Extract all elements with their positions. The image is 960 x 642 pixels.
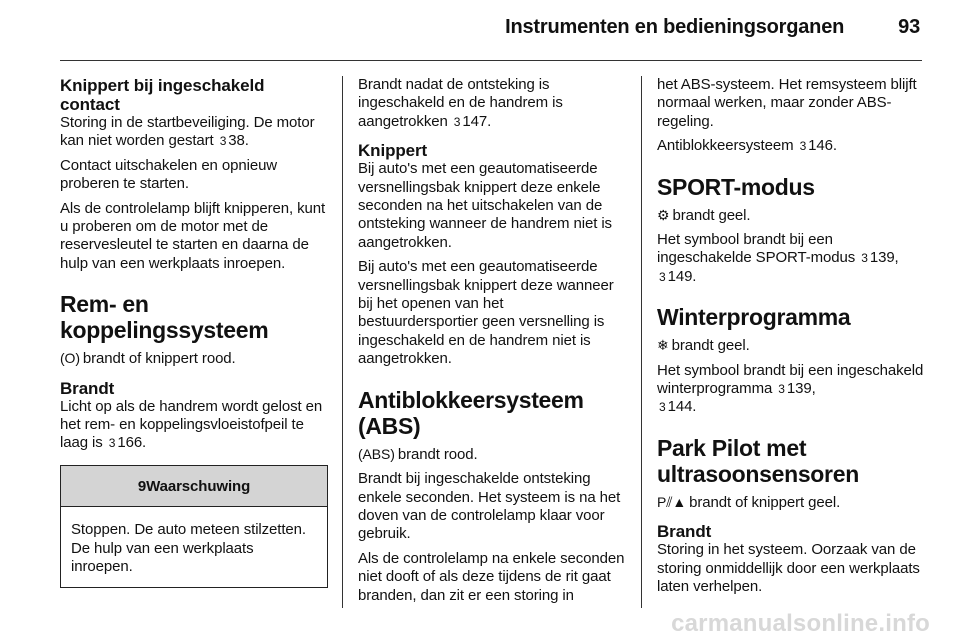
column-2 [358, 76, 626, 611]
page-ref[interactable]: 139, [786, 380, 816, 398]
page-ref-arrow-icon: 3 [453, 114, 461, 129]
page-number: 93 [898, 16, 920, 38]
section-heading: Knippert [358, 141, 428, 161]
paragraph: Antiblokkeersysteem 3 146. [657, 137, 837, 155]
paragraph: Als de controlelamp na enkele seconden niet dooft of als deze tijdens de rit gaat branden, dan zit er een storing in [358, 549, 625, 604]
section-heading: Brandt [657, 522, 712, 542]
sport-mode-icon: ⚙ [657, 206, 670, 223]
paragraph: Brandt bij ingeschakelde ontsteking enkele seconden. Het systeem is na het doven van de controlelamp klaar voor gebruik. [358, 470, 621, 543]
paragraph: Contact uitschakelen en opnieuw proberen te starten. [60, 156, 278, 193]
section-heading-large: Antiblokkeersysteem (ABS) [358, 386, 584, 439]
section-heading-large: Rem- en koppelingssysteem [60, 291, 269, 344]
page-ref[interactable]: 146. [808, 137, 837, 155]
paragraph: P⫽▲ brandt of knippert geel. [657, 493, 841, 511]
paragraph: Licht op als de handrem wordt gelost en het rem- en koppelingsvloeistofpeil te laag is 3 166. [60, 397, 323, 452]
abs-icon: (ABS) [358, 445, 395, 462]
section-heading: Brandt [60, 378, 115, 398]
section-heading: Knippert bij ingeschakeld contact [60, 76, 265, 114]
page-ref-arrow-icon: 3 [778, 382, 785, 397]
page-ref-arrow-icon: 3 [659, 400, 666, 415]
paragraph: het ABS-systeem. Het remsysteem blijft normaal werken, maar zonder ABS-regeling. [657, 76, 917, 130]
page-ref[interactable]: 144. [667, 398, 697, 416]
page-ref-arrow-icon: 3 [799, 139, 807, 154]
warning-text: Stoppen. De auto meteen stilzetten. De hulp van een werkplaats inroepen. [71, 521, 306, 576]
page-ref-arrow-icon: 3 [861, 251, 868, 266]
page-ref[interactable]: 149. [667, 267, 697, 285]
paragraph: Bij auto's met een geautomatiseerde versnellingsbak knippert deze enkele seconden na het uitschakelen van de ontsteking wanneer de handrem niet is aangetrokken. [358, 160, 612, 251]
page-ref[interactable]: 166. [117, 434, 147, 452]
page-ref-arrow-icon: 3 [659, 269, 666, 284]
page-ref[interactable]: 38. [228, 132, 249, 150]
paragraph: Bij auto's met een geautomatiseerde versnellingsbak knippert deze wanneer bij het openen van het bestuurdersportier geen versnelling is ingeschakeld en de handrem niet is aangetrokken. [358, 258, 614, 368]
page-ref-arrow-icon: 3 [108, 436, 116, 451]
paragraph: Brandt nadat de ontsteking is ingeschakeld en de handrem is aangetrokken 3 147. [358, 76, 563, 130]
page-ref-arrow-icon: 3 [219, 134, 227, 149]
paragraph: Storing in het systeem. Oorzaak van de storing onmiddellijk door een werkplaats laten verhelpen. [657, 541, 920, 596]
warning-triangle-icon: 9 [137, 477, 147, 495]
column-1 [60, 76, 328, 588]
snowflake-icon: ❄ [657, 337, 669, 354]
section-heading-large: SPORT-modus [657, 173, 815, 200]
paragraph: (O) brandt of knippert rood. [60, 350, 236, 368]
column-divider-2 [641, 76, 642, 608]
paragraph: Storing in de startbeveiliging. De motor kan niet worden gestart 3 38. [60, 114, 315, 150]
watermark: carmanualsonline.info [671, 610, 930, 637]
paragraph: Als de controlelamp blijft knipperen, kunt u proberen om de motor met de reservesleutel te starten en daarna de hulp van een werkplaats inroepen. [60, 199, 326, 272]
page-ref[interactable]: 147. [462, 112, 492, 130]
paragraph: Het symbool brandt bij een ingeschakelde SPORT-modus 3 139, 3 149. [657, 231, 899, 285]
park-pilot-icon: P⫽▲ [657, 493, 687, 510]
paragraph: Het symbool brandt bij een ingeschakeld winterprogramma 3 139, 3 144. [657, 361, 924, 416]
paragraph: ⚙ brandt geel. [657, 206, 751, 224]
page-ref[interactable]: 139, [869, 249, 899, 267]
section-heading-large: Winterprogramma [657, 304, 851, 331]
brake-warning-icon: (O) [60, 350, 80, 367]
page-header [60, 16, 920, 50]
paragraph: (ABS) brandt rood. [358, 445, 478, 463]
paragraph: ❄ brandt geel. [657, 337, 750, 355]
warning-box [60, 465, 328, 588]
column-3 [657, 76, 925, 603]
warning-header: 9Waarschuwing [61, 466, 327, 507]
section-heading-large: Park Pilot met ultrasoonsensoren [657, 434, 859, 487]
page-title: Instrumenten en bedieningsorganen [505, 16, 845, 38]
header-rule [60, 60, 922, 61]
column-divider-1 [342, 76, 343, 608]
